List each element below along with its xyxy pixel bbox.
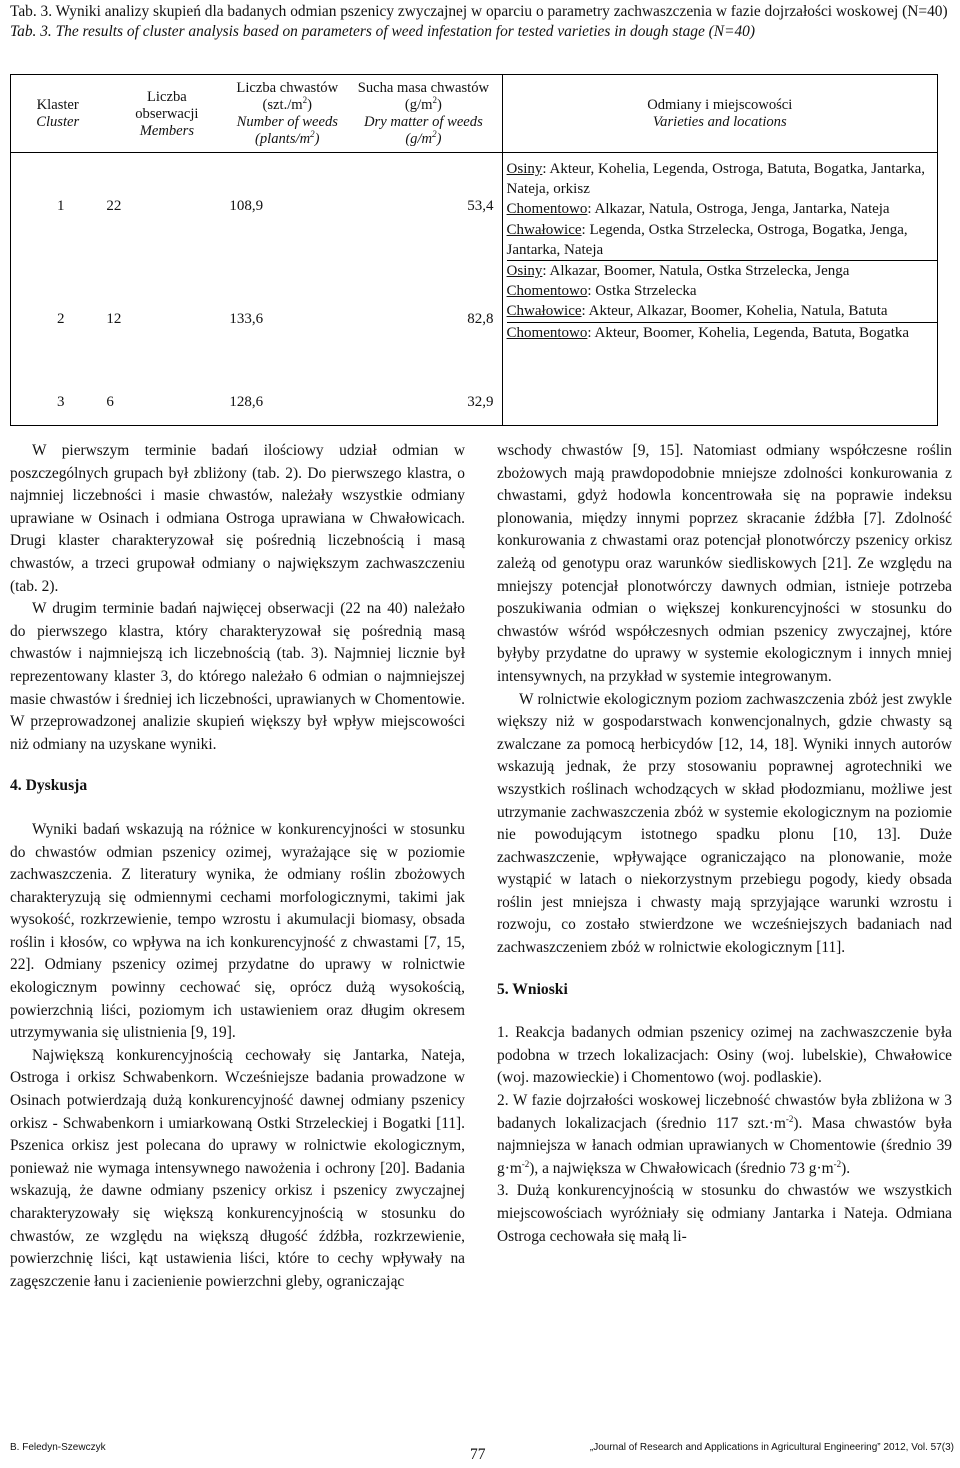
- header-cluster: Klaster Cluster: [11, 75, 105, 153]
- location-group-1: Osiny: Akteur, Kohelia, Legenda, Ostroga, Batuta, Bogatka, Jantarka, Nateja, orkisz Chomentowo: Alkazar, Natula, Ostroga, Jenga, Jantarka, Nateja Chwałowice: Legenda, Ostka Strzelecka, Ostroga, Bogatka, Jenga, Jantarka, Nateja: [506, 161, 926, 258]
- footer-author: B. Feledyn-Szewczyk: [10, 1442, 106, 1453]
- cell-cluster: 1: [57, 197, 65, 214]
- paragraph: Największą konkurencyjnością cechowały się Jantarka, Nateja, Ostroga i orkisz Schwabenkorn. Wcześniejsze badania prowadzone w Osinach potwierdzają dużą konkurencyjność dawnej odmiany pszenicy orkisz - Schwabenkorn i umiarkowaną Ostki Strzeleckiej i Bogatki [11]. Pszenica orkisz jest polecana do uprawy w rolnictwie ekologicznym, ponieważ nie wymaga intensywnego nawożenia i ochrony [20]. Badania wskazują, że dawne odmiany pszenicy orkisz i pszenicy zwyczajnej charakteryzowały się większą konkurencyjnością w stosunku do chwastów, ze względu na większą długość źdźbła, rozkrzewienie, powierzchnię liści, kąt ustawienia liści, które to cechy wpływały na zagęszczenie łanu i zacienienie powierzchni gleby, ograniczając: [10, 1046, 465, 1290]
- cell-dry: 53,4: [467, 197, 494, 214]
- table-header-row: [11, 75, 938, 153]
- location-group-3: Chomentowo: Akteur, Boomer, Kohelia, Legenda, Batuta, Bogatka: [507, 322, 937, 343]
- caption-polish: Tab. 3. Wyniki analizy skupień dla badanych odmian pszenicy zwyczajnej w oparciu o parametry zachwaszczenia w fazie dojrzałości woskowej (N=40): [10, 3, 948, 20]
- paragraph: wschody chwastów [9, 15]. Natomiast odmiany współczesne roślin zbożowych mają prawdopodobnie mniejsze zdolności konkurowania z chwastami, gdyż hodowla koncentrowała się na poprawie indeksu plonowania, między innymi poprzez skracanie źdźbła [7]. Zdolność konkurowania z chwastami oraz potencjał plonotwórczy pszenicy orkisz zależą od genotypu oraz warunków siedliskowych [21]. Ze względu na mniejszy potencjał plonotwórczy dawnych odmian, istnieje potrzeba poszukiwania odmian o większej konkurencyjności w stosunku do chwastów wśród współczesnych odmian pszenicy zwyczajnej, które byłyby przydatne do uprawy w systemie ekologicznym i innych mniej intensywnych, na przykład w systemie integrowanym.: [497, 442, 952, 685]
- table-caption: [10, 2, 955, 41]
- conclusion-item: 1. Reakcja badanych odmian pszenicy ozimej na zachwaszczenie była podobna w trzech lokalizacjach: Osiny (woj. lubelskie), Chwałowice (woj. mazowieckie) i Chomentowo (woj. podlaskie).: [497, 1024, 952, 1087]
- cell-members: 12: [106, 310, 122, 327]
- cell-locations: [502, 153, 937, 426]
- paragraph: Wyniki badań wskazują na różnice w konkurencyjności w stosunku do chwastów odmian pszenicy ozimej, wyrażające się w poziomie zachwaszczenia. Z literatury wynika, że odmiany roślin zbożowych charakteryzują się odmiennymi cechami morfologicznymi, takimi jak wysokość, rozkrzewienie, tempo wzrostu i akumulacji biomasy, obsada roślin i kłosów, co wpływa na ich konkurencyjność z chwastami [7, 15, 22]. Odmiany pszenicy ozimej przydatne do uprawy w rolnictwie ekologicznym powinny cechować się, oprócz dużą wysokością, powierzchnią liści, poziomym ich ustawieniem oraz długim okresem utrzymywania się ulistnienia [9, 19].: [10, 820, 465, 1042]
- table-row: [11, 153, 938, 260]
- footer-journal: „Journal of Research and Applications in Agricultural Engineering” 2012, Vol. 57(3): [589, 1442, 954, 1453]
- conclusion-item: 3. Dużą konkurencyjnością w stosunku do chwastów we wszystkich miejscowościach wyróżniały się odmiany Jantarka i Nateja. Odmiana Ostroga cechowała się małą li-: [497, 1182, 952, 1245]
- caption-english: Tab. 3. The results of cluster analysis based on parameters of weed infestation for tested varieties in dough stage (N=40): [10, 22, 755, 40]
- cell-weeds: 108,9: [229, 197, 264, 214]
- cell-dry: 32,9: [467, 393, 494, 410]
- paragraph: W pierwszym terminie badań ilościowy udział odmian w poszczególnych grupach był zbliżony (tab. 2). Do pierwszego klastra, o najmniej liczebności i masie chwastów, należały wszystkie odmiany uprawiane w Osinach i odmiana Ostroga uprawiana w Chwałowicach. Drugi klaster charakteryzował się pośrednią liczebnością i masą chwastów, a trzeci grupował odmiany o największym zachwaszczeniu (tab. 2).: [10, 442, 465, 595]
- cell-weeds: 128,6: [229, 393, 264, 410]
- header-weeds-number: Liczba chwastów $(szt./m^2)$ Number of weeds $(plants/m^2)$: [229, 75, 345, 153]
- header-dry-matter: Sucha masa chwastów $(g/m^2)$ Dry matter of weeds $(g/m^2)$: [345, 75, 502, 153]
- section-heading-discussion: 4. Dyskusja: [10, 777, 88, 795]
- cell-cluster: 2: [57, 310, 65, 327]
- cell-weeds: 133,6: [229, 310, 264, 327]
- header-varieties: Odmiany i miejscowości Varieties and locations: [502, 75, 937, 153]
- cell-members: 6: [106, 393, 114, 410]
- cell-dry: 82,8: [467, 310, 494, 327]
- paragraph: W drugim terminie badań najwięcej obserwacji (22 na 40) należało do pierwszego klastra, który charakteryzował się pośrednią masą chwastów i najmniejszą ich liczebnością (tab. 3). Najmniej licznie był reprezentowany klaster 3, do którego należało 6 odmian o najmniejszej masie chwastów i średniej ich liczebności, uprawianych w Chomentowie. W przeprowadzonej analizie skupień większy był wpływ miejscowości niż odmiany na uzyskane wyniki.: [10, 600, 465, 753]
- header-members: Liczba obserwacji Members: [104, 75, 229, 153]
- location-group-2: Osiny: Alkazar, Boomer, Natula, Ostka Strzelecka, Jenga Chomentowo: Ostka Strzelecka Chwałowice: Akteur, Alkazar, Boomer, Kohelia, Natula, Batuta: [507, 260, 937, 322]
- paragraph: W rolnictwie ekologicznym poziom zachwaszczenia zbóż jest zwykle większy niż w gospodarstwach konwencjonalnych, gdzie chwasty są zwalczane za pomocą herbicydów [12, 14, 18]. Wyniki innych autorów wskazują jednak, że przy stosowaniu poprawnej agrotechniki we wszystkich roślinach wchodzących w skład płodozmianu, możliwe jest utrzymanie zachwaszczenia zbóż w systemie ekologicznym na poziomie nie powodującym istotnego spadku plonu [10, 13]. Duże zachwaszczenie, wpływające ograniczająco na plonowanie, może wystąpić w latach o niekorzystnym przebiegu pogody, kiedy obsada roślin jest mniejsza i chwasty mają sprzyjające warunki wzrostu i rozwoju, co zostało stwierdzone we wcześniejszych badaniach nad zachwaszczeniem zbóż w rolnictwie ekologicznym [11].: [497, 690, 952, 957]
- conclusion-item: 2. W fazie dojrzałości woskowej liczebność chwastów była zbliżona w 3 badanych lokalizacjach (średnio 117 $szt.\cdot m^{-2}$). Masa chwastów była najmniejsza w łanach odmian uprawianych w Chomentowie (średnio 39 $g\cdot m^{-2}$), a największa w Chwałowicach (średnio 73 $g\cdot m^{-2}$).: [497, 1092, 952, 1177]
- section-heading-conclusions: 5. Wnioski: [497, 980, 568, 998]
- cell-cluster: 3: [57, 393, 65, 410]
- cluster-table: [10, 74, 938, 426]
- right-column: [497, 440, 952, 1248]
- cell-members: 22: [106, 197, 122, 214]
- left-column: [10, 440, 465, 1293]
- page-number: 77: [470, 1446, 486, 1463]
